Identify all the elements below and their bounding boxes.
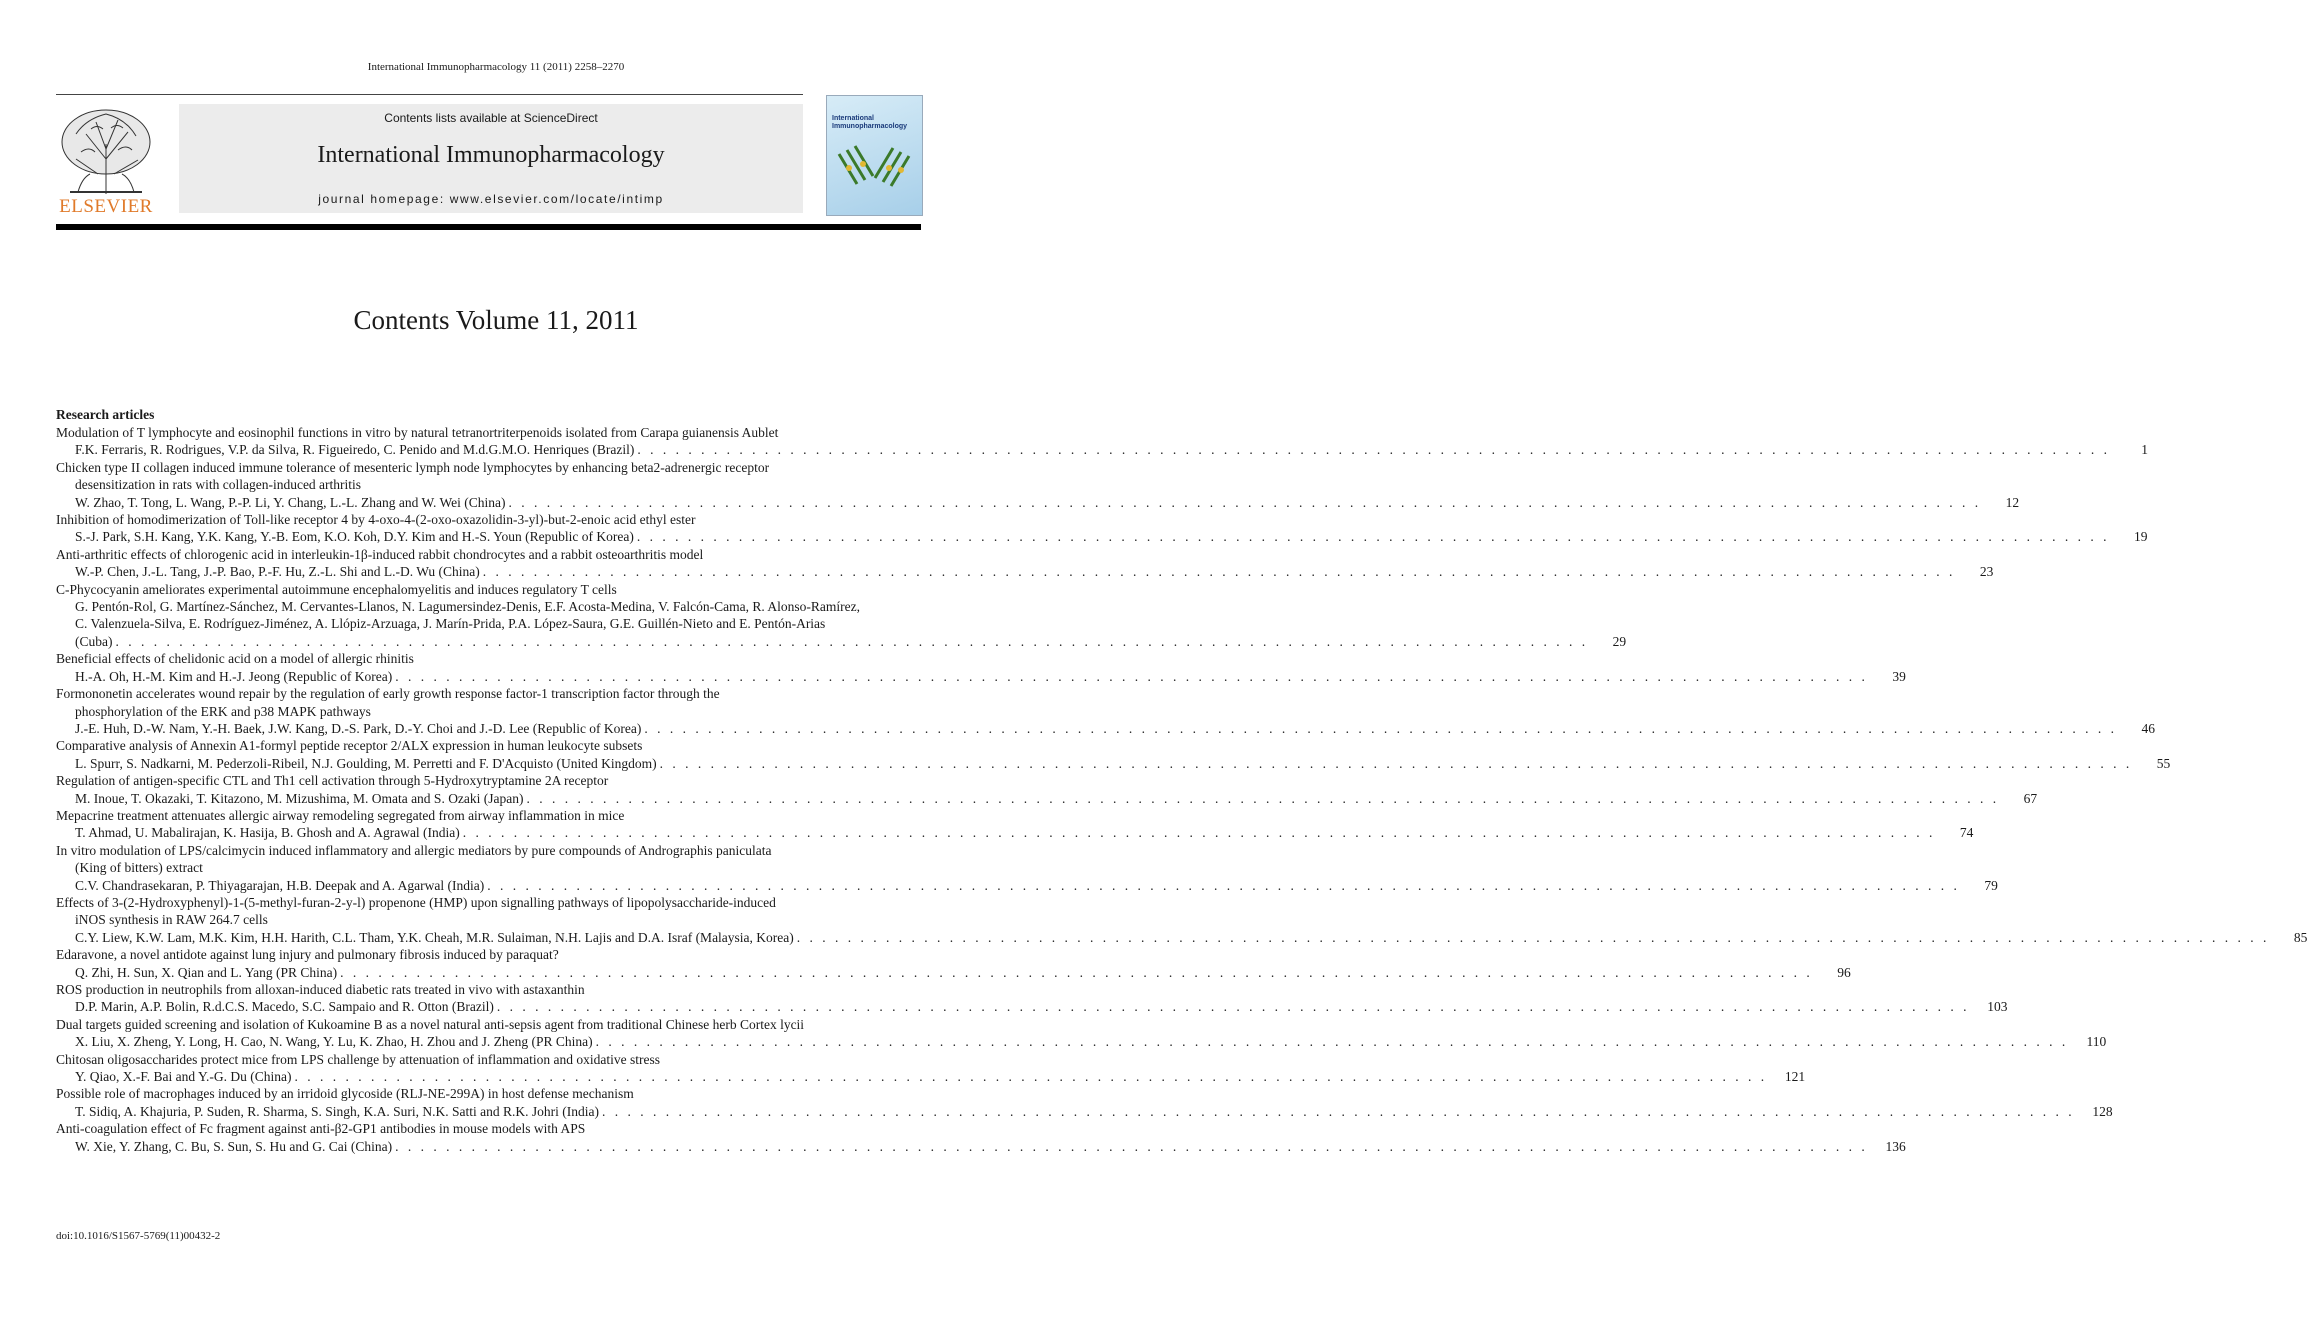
page-number[interactable]: 12 bbox=[2005, 494, 2020, 510]
toc-entry[interactable] bbox=[56, 650, 1906, 685]
article-authors-row bbox=[56, 1068, 1806, 1085]
article-authors: T. Sidiq, A. Khajuria, P. Suden, R. Sharma, S. Singh, K.A. Suri, N.K. Satti and R.K. Johri (India) bbox=[75, 1103, 599, 1119]
page-number[interactable]: 96 bbox=[1837, 964, 1851, 980]
toc-entry[interactable] bbox=[56, 894, 2307, 946]
leader-dots: . . . . . . . . . . . . . . . . . . . . . . . . . . . . . . . . . . . . . . . . . . . . . . . . . . . . . . . . . . . . . . . . . . . . . . . . . . . . . . . . . . . . . . . . . . . . . . . . . . . . . . . . . . . . . . . . . . . . bbox=[340, 964, 1813, 980]
article-title: C-Phycocyanin ameliorates experimental autoimmune encephalomyelitis and induces regulatory T cells bbox=[56, 581, 617, 597]
article-authors-row bbox=[56, 528, 2148, 545]
header-top-rule bbox=[56, 94, 803, 95]
article-authors: L. Spurr, S. Nadkarni, M. Pederzoli-Ribeil, N.J. Goulding, M. Perretti and F. D'Acquisto (United Kingdom) bbox=[75, 755, 657, 771]
leader-dots: . . . . . . . . . . . . . . . . . . . . . . . . . . . . . . . . . . . . . . . . . . . . . . . . . . . . . . . . . . . . . . . . . . . . . . . . . . . . . . . . . . . . . . . . . . . . . . . . . . . . . . . . . . . . . . . . . . . . bbox=[637, 442, 2111, 458]
page-number[interactable]: 85 bbox=[2293, 929, 2307, 945]
leader-dots: . . . . . . . . . . . . . . . . . . . . . . . . . . . . . . . . . . . . . . . . . . . . . . . . . . . . . . . . . . . . . . . . . . . . . . . . . . . . . . . . . . . . . . . . . . . . . . . . . . . . . . . . . . . . . . . . . . . . bbox=[644, 720, 2118, 736]
toc-entry[interactable] bbox=[56, 424, 2149, 459]
article-authors-row bbox=[56, 929, 2307, 946]
toc-entry[interactable] bbox=[56, 946, 1851, 981]
leader-dots: . . . . . . . . . . . . . . . . . . . . . . . . . . . . . . . . . . . . . . . . . . . . . . . . . . . . . . . . . . . . . . . . . . . . . . . . . . . . . . . . . . . . . . . . . . . . . . . . . . . . . . . . . . . . . . . . . . . . bbox=[395, 1138, 1868, 1154]
leader-dots: . . . . . . . . . . . . . . . . . . . . . . . . . . . . . . . . . . . . . . . . . . . . . . . . . . . . . . . . . . . . . . . . . . . . . . . . . . . . . . . . . . . . . . . . . . . . . . . . . . . . . . . . . . . . . . . . . . . . bbox=[636, 529, 2110, 545]
journal-cover bbox=[826, 95, 923, 216]
article-authors: J.-E. Huh, D.-W. Nam, Y.-H. Baek, J.W. Kang, D.-S. Park, D.-Y. Choi and J.-D. Lee (Republic of Korea) bbox=[75, 720, 642, 736]
article-authors-row bbox=[56, 964, 1851, 981]
article-authors: C.Y. Liew, K.W. Lam, M.K. Kim, H.H. Harith, C.L. Tham, Y.K. Cheah, M.R. Sulaiman, N.H. Lajis and D.A. Israf (Malaysia, Korea) bbox=[75, 929, 794, 945]
article-authors: Q. Zhi, H. Sun, X. Qian and L. Yang (PR China) bbox=[75, 964, 338, 980]
article-authors-row bbox=[56, 1103, 2113, 1120]
leader-dots: . . . . . . . . . . . . . . . . . . . . . . . . . . . . . . . . . . . . . . . . . . . . . . . . . . . . . . . . . . . . . . . . . . . . . . . . . . . . . . . . . . . . . . . . . . . . . . . . . . . . . . . . . . . . . . . . . . . . bbox=[659, 755, 2133, 771]
tree-logo-icon bbox=[56, 104, 156, 196]
journal-citation: International Immunopharmacology 11 (2011) 2258–2270 bbox=[367, 61, 625, 73]
leader-dots: . . . . . . . . . . . . . . . . . . . . . . . . . . . . . . . . . . . . . . . . . . . . . . . . . . . . . . . . . . . . . . . . . . . . . . . . . . . . . . . . . . . . . . . . . . . . . . . . . . . . . . . . . . . . . . . . . . . . bbox=[508, 494, 1982, 510]
cover-title: International Immunopharmacology bbox=[832, 115, 908, 130]
article-title: Regulation of antigen-specific CTL and Th1 cell activation through 5-Hydroxytryptamine 2A receptor bbox=[56, 773, 609, 789]
article-authors-row bbox=[56, 877, 1998, 894]
article-authors: W. Xie, Y. Zhang, C. Bu, S. Sun, S. Hu and G. Cai (China) bbox=[75, 1138, 393, 1154]
article-authors: M. Inoue, T. Okazaki, T. Kitazono, M. Mizushima, M. Omata and S. Ozaki (Japan) bbox=[75, 790, 524, 806]
header-thick-rule bbox=[56, 224, 921, 230]
page-number[interactable]: 103 bbox=[1987, 999, 2008, 1015]
article-authors-line: G. Pentón-Rol, G. Martínez-Sánchez, M. Cervantes-Llanos, N. Lagumersindez-Denis, E.F. Acosta-Medina, V. Falcón-Cama, R. Alonso-Ramírez, bbox=[75, 599, 861, 615]
article-authors-row bbox=[56, 790, 2038, 807]
article-authors: D.P. Marin, A.P. Bolin, R.d.C.S. Macedo, S.C. Sampaio and R. Otton (Brazil) bbox=[75, 999, 494, 1015]
article-title: Comparative analysis of Annexin A1-formyl peptide receptor 2/ALX expression in human leukocyte subsets bbox=[56, 738, 643, 754]
leader-dots: . . . . . . . . . . . . . . . . . . . . . . . . . . . . . . . . . . . . . . . . . . . . . . . . . . . . . . . . . . . . . . . . . . . . . . . . . . . . . . . . . . . . . . . . . . . . . . . . . . . . . . . . . . . . . . . . . . . . bbox=[482, 564, 1956, 580]
article-authors: H.-A. Oh, H.-M. Kim and H.-J. Jeong (Republic of Korea) bbox=[75, 668, 393, 684]
leader-dots: . . . . . . . . . . . . . . . . . . . . . . . . . . . . . . . . . . . . . . . . . . . . . . . . . . . . . . . . . . . . . . . . . . . . . . . . . . . . . . . . . . . . . . . . . . . . . . . . . . . . . . . . . . . . . . . . . . . . bbox=[496, 999, 1970, 1015]
volume-title: Contents Volume 11, 2011 bbox=[353, 305, 639, 335]
toc-entry[interactable] bbox=[56, 981, 2008, 1016]
page-number[interactable]: 29 bbox=[1612, 633, 1627, 649]
toc-entry[interactable] bbox=[56, 581, 1627, 651]
page-number[interactable]: 128 bbox=[2092, 1103, 2113, 1119]
article-authors: W.-P. Chen, J.-L. Tang, J.-P. Bao, P.-F. Hu, Z.-L. Shi and L.-D. Wu (China) bbox=[75, 564, 480, 580]
article-title: Formononetin accelerates wound repair by the regulation of early growth response factor-1 transcription factor through the bbox=[56, 686, 720, 702]
page-number[interactable]: 110 bbox=[2086, 1034, 2107, 1050]
article-authors: F.K. Ferraris, R. Rodrigues, V.P. da Silva, R. Figueiredo, C. Penido and M.d.G.M.O. Henriques (Brazil) bbox=[75, 442, 635, 458]
article-title: Anti-coagulation effect of Fc fragment against anti-β2-GP1 antibodies in mouse models with APS bbox=[56, 1121, 586, 1137]
article-title: Beneficial effects of chelidonic acid on a model of allergic rhinitis bbox=[56, 651, 414, 667]
leader-dots: . . . . . . . . . . . . . . . . . . . . . . . . . . . . . . . . . . . . . . . . . . . . . . . . . . . . . . . . . . . . . . . . . . . . . . . . . . . . . . . . . . . . . . . . . . . . . . . . . . . . . . . . . . . . . . . . . . . . bbox=[796, 929, 2270, 945]
article-authors-line: C. Valenzuela-Silva, E. Rodríguez-Jiménez, A. Llópiz-Arzuaga, J. Marín-Prida, P.A. López-Saura, G.E. Guillén-Nieto and E. Pentón-Arias bbox=[75, 616, 826, 632]
page-number[interactable]: 46 bbox=[2141, 720, 2156, 736]
article-authors-row bbox=[56, 668, 1906, 685]
leader-dots: . . . . . . . . . . . . . . . . . . . . . . . . . . . . . . . . . . . . . . . . . . . . . . . . . . . . . . . . . . . . . . . . . . . . . . . . . . . . . . . . . . . . . . . . . . . . . . . . . . . . . . . . . . . . . . . . . . . . bbox=[526, 790, 2000, 806]
article-title: Modulation of T lymphocyte and eosinophil functions in vitro by natural tetranortriterpenoids isolated from Carapa guianensis Aublet bbox=[56, 425, 779, 440]
page-number[interactable]: 1 bbox=[2141, 442, 2149, 458]
page-number[interactable]: 55 bbox=[2156, 755, 2171, 771]
page-number[interactable]: 121 bbox=[1784, 1069, 1806, 1085]
article-title: Chicken type II collagen induced immune tolerance of mesenteric lymph node lymphocytes by enhancing beta2-adrenergic receptor bbox=[56, 459, 770, 475]
page-number[interactable]: 67 bbox=[2023, 790, 2038, 806]
page-number[interactable]: 74 bbox=[1959, 825, 1974, 841]
article-title: ROS production in neutrophils from alloxan-induced diabetic rats treated in vivo with astaxanthin bbox=[56, 982, 585, 997]
publisher-name: ELSEVIER bbox=[59, 196, 153, 217]
contents-available-text: Contents lists available at ScienceDirect bbox=[384, 111, 598, 125]
article-authors: W. Zhao, T. Tong, L. Wang, P.-P. Li, Y. Chang, L.-L. Zhang and W. Wei (China) bbox=[75, 494, 506, 510]
page-number[interactable]: 23 bbox=[1979, 564, 1994, 580]
toc-entry[interactable] bbox=[56, 511, 2148, 546]
article-authors: S.-J. Park, S.H. Kang, Y.K. Kang, Y.-B. Eom, K.O. Koh, D.Y. Kim and H.-S. Youn (Republic of Korea) bbox=[75, 529, 634, 545]
article-authors-row bbox=[56, 998, 2008, 1015]
toc-entry[interactable] bbox=[56, 546, 1994, 581]
leader-dots: . . . . . . . . . . . . . . . . . . . . . . . . . . . . . . . . . . . . . . . . . . . . . . . . . . . . . . . . . . . . . . . . . . . . . . . . . . . . . . . . . . . . . . . . . . . . . . . . . . . . . . . . . . . . . . . . . . . . bbox=[115, 633, 1589, 649]
page-number[interactable]: 79 bbox=[1984, 877, 1998, 893]
toc-entry[interactable] bbox=[56, 1085, 2113, 1120]
journal-homepage: journal homepage: www.elsevier.com/locate/intimp bbox=[318, 192, 664, 206]
article-authors-row bbox=[56, 441, 2149, 458]
toc-entry[interactable] bbox=[56, 807, 1974, 842]
toc-entry[interactable] bbox=[56, 1051, 1806, 1086]
article-title-continued: (King of bitters) extract bbox=[75, 860, 203, 876]
toc-entry[interactable] bbox=[56, 772, 2038, 807]
article-authors-row bbox=[56, 563, 1994, 580]
leader-dots: . . . . . . . . . . . . . . . . . . . . . . . . . . . . . . . . . . . . . . . . . . . . . . . . . . . . . . . . . . . . . . . . . . . . . . . . . . . . . . . . . . . . . . . . . . . . . . . . . . . . . . . . . . . . . . . . . . . . bbox=[487, 877, 1960, 893]
journal-name: International Immunopharmacology bbox=[317, 142, 665, 168]
page-number[interactable]: 39 bbox=[1892, 668, 1906, 684]
article-authors-row bbox=[56, 824, 1974, 841]
toc-list bbox=[56, 424, 2307, 1155]
article-title-continued: iNOS synthesis in RAW 264.7 cells bbox=[75, 912, 268, 928]
toc-entry[interactable] bbox=[56, 1016, 2107, 1051]
article-title: In vitro modulation of LPS/calcimycin induced inflammatory and allergic mediators by pure compounds of Andrographis paniculata bbox=[56, 842, 772, 858]
toc-entry[interactable] bbox=[56, 1120, 1906, 1155]
toc-entry[interactable] bbox=[56, 842, 1998, 894]
article-authors: X. Liu, X. Zheng, Y. Long, H. Cao, N. Wang, Y. Lu, K. Zhao, H. Zhou and J. Zheng (PR China) bbox=[75, 1034, 593, 1050]
section-heading: Research articles bbox=[56, 407, 155, 422]
article-authors: C.V. Chandrasekaran, P. Thiyagarajan, H.B. Deepak and A. Agarwal (India) bbox=[75, 877, 485, 893]
article-title: Effects of 3-(2-Hydroxyphenyl)-1-(5-methyl-furan-2-y-l) propenone (HMP) upon signalling pathways of lipopolysaccharide-induced bbox=[56, 894, 776, 910]
article-title: Anti-arthritic effects of chlorogenic acid in interleukin-1β-induced rabbit chondrocytes and a rabbit osteoarthritis model bbox=[56, 546, 704, 562]
article-title-continued: phosphorylation of the ERK and p38 MAPK pathways bbox=[75, 703, 371, 719]
article-title: Inhibition of homodimerization of Toll-like receptor 4 by 4-oxo-4-(2-oxo-oxazolidin-3-yl)-but-2-enoic acid ethyl ester bbox=[56, 512, 696, 528]
leader-dots: . . . . . . . . . . . . . . . . . . . . . . . . . . . . . . . . . . . . . . . . . . . . . . . . . . . . . . . . . . . . . . . . . . . . . . . . . . . . . . . . . . . . . . . . . . . . . . . . . . . . . . . . . . . . . . . . . . . . bbox=[294, 1069, 1768, 1085]
leader-dots: . . . . . . . . . . . . . . . . . . . . . . . . . . . . . . . . . . . . . . . . . . . . . . . . . . . . . . . . . . . . . . . . . . . . . . . . . . . . . . . . . . . . . . . . . . . . . . . . . . . . . . . . . . . . . . . . . . . . bbox=[602, 1103, 2075, 1119]
article-title: Chitosan oligosaccharides protect mice from LPS challenge by attenuation of inflammation and oxidative stress bbox=[56, 1051, 660, 1067]
toc-entry[interactable] bbox=[56, 737, 2171, 772]
article-title: Dual targets guided screening and isolation of Kukoamine B as a novel natural anti-sepsis agent from traditional Chinese herb Cortex lycii bbox=[56, 1016, 805, 1032]
article-authors-row bbox=[56, 1033, 2107, 1050]
doi: doi:10.1016/S1567-5769(11)00432-2 bbox=[56, 1230, 221, 1242]
article-title: Edaravone, a novel antidote against lung injury and pulmonary fibrosis induced by paraquat? bbox=[56, 947, 559, 963]
article-authors-row bbox=[56, 1138, 1906, 1155]
journal-banner bbox=[179, 104, 803, 213]
page-number[interactable]: 19 bbox=[2133, 529, 2148, 545]
article-authors: Y. Qiao, X.-F. Bai and Y.-G. Du (China) bbox=[75, 1069, 292, 1085]
cover-molecule-icon bbox=[827, 134, 922, 214]
leader-dots: . . . . . . . . . . . . . . . . . . . . . . . . . . . . . . . . . . . . . . . . . . . . . . . . . . . . . . . . . . . . . . . . . . . . . . . . . . . . . . . . . . . . . . . . . . . . . . . . . . . . . . . . . . . . . . . . . . . . bbox=[395, 668, 1868, 684]
article-title: Mepacrine treatment attenuates allergic airway remodeling segregated from airway inflammation in mice bbox=[56, 807, 625, 823]
leader-dots: . . . . . . . . . . . . . . . . . . . . . . . . . . . . . . . . . . . . . . . . . . . . . . . . . . . . . . . . . . . . . . . . . . . . . . . . . . . . . . . . . . . . . . . . . . . . . . . . . . . . . . . . . . . . . . . . . . . . bbox=[595, 1034, 2069, 1050]
article-authors-row bbox=[56, 494, 2020, 511]
article-authors-row bbox=[56, 720, 2156, 737]
toc-entry[interactable] bbox=[56, 459, 2020, 511]
article-title-continued: desensitization in rats with collagen-induced arthritis bbox=[75, 477, 362, 493]
article-authors-row bbox=[56, 755, 2171, 772]
article-title: Possible role of macrophages induced by an irridoid glycoside (RLJ-NE-299A) in host defense mechanism bbox=[56, 1086, 634, 1102]
article-authors-row bbox=[56, 633, 1627, 650]
toc-entry[interactable] bbox=[56, 685, 2156, 737]
article-authors: T. Ahmad, U. Mabalirajan, K. Hasija, B. Ghosh and A. Agrawal (India) bbox=[75, 825, 460, 841]
article-authors: (Cuba) bbox=[75, 633, 113, 649]
leader-dots: . . . . . . . . . . . . . . . . . . . . . . . . . . . . . . . . . . . . . . . . . . . . . . . . . . . . . . . . . . . . . . . . . . . . . . . . . . . . . . . . . . . . . . . . . . . . . . . . . . . . . . . . . . . . . . . . . . . . bbox=[462, 825, 1936, 841]
page-number[interactable]: 136 bbox=[1885, 1138, 1906, 1154]
